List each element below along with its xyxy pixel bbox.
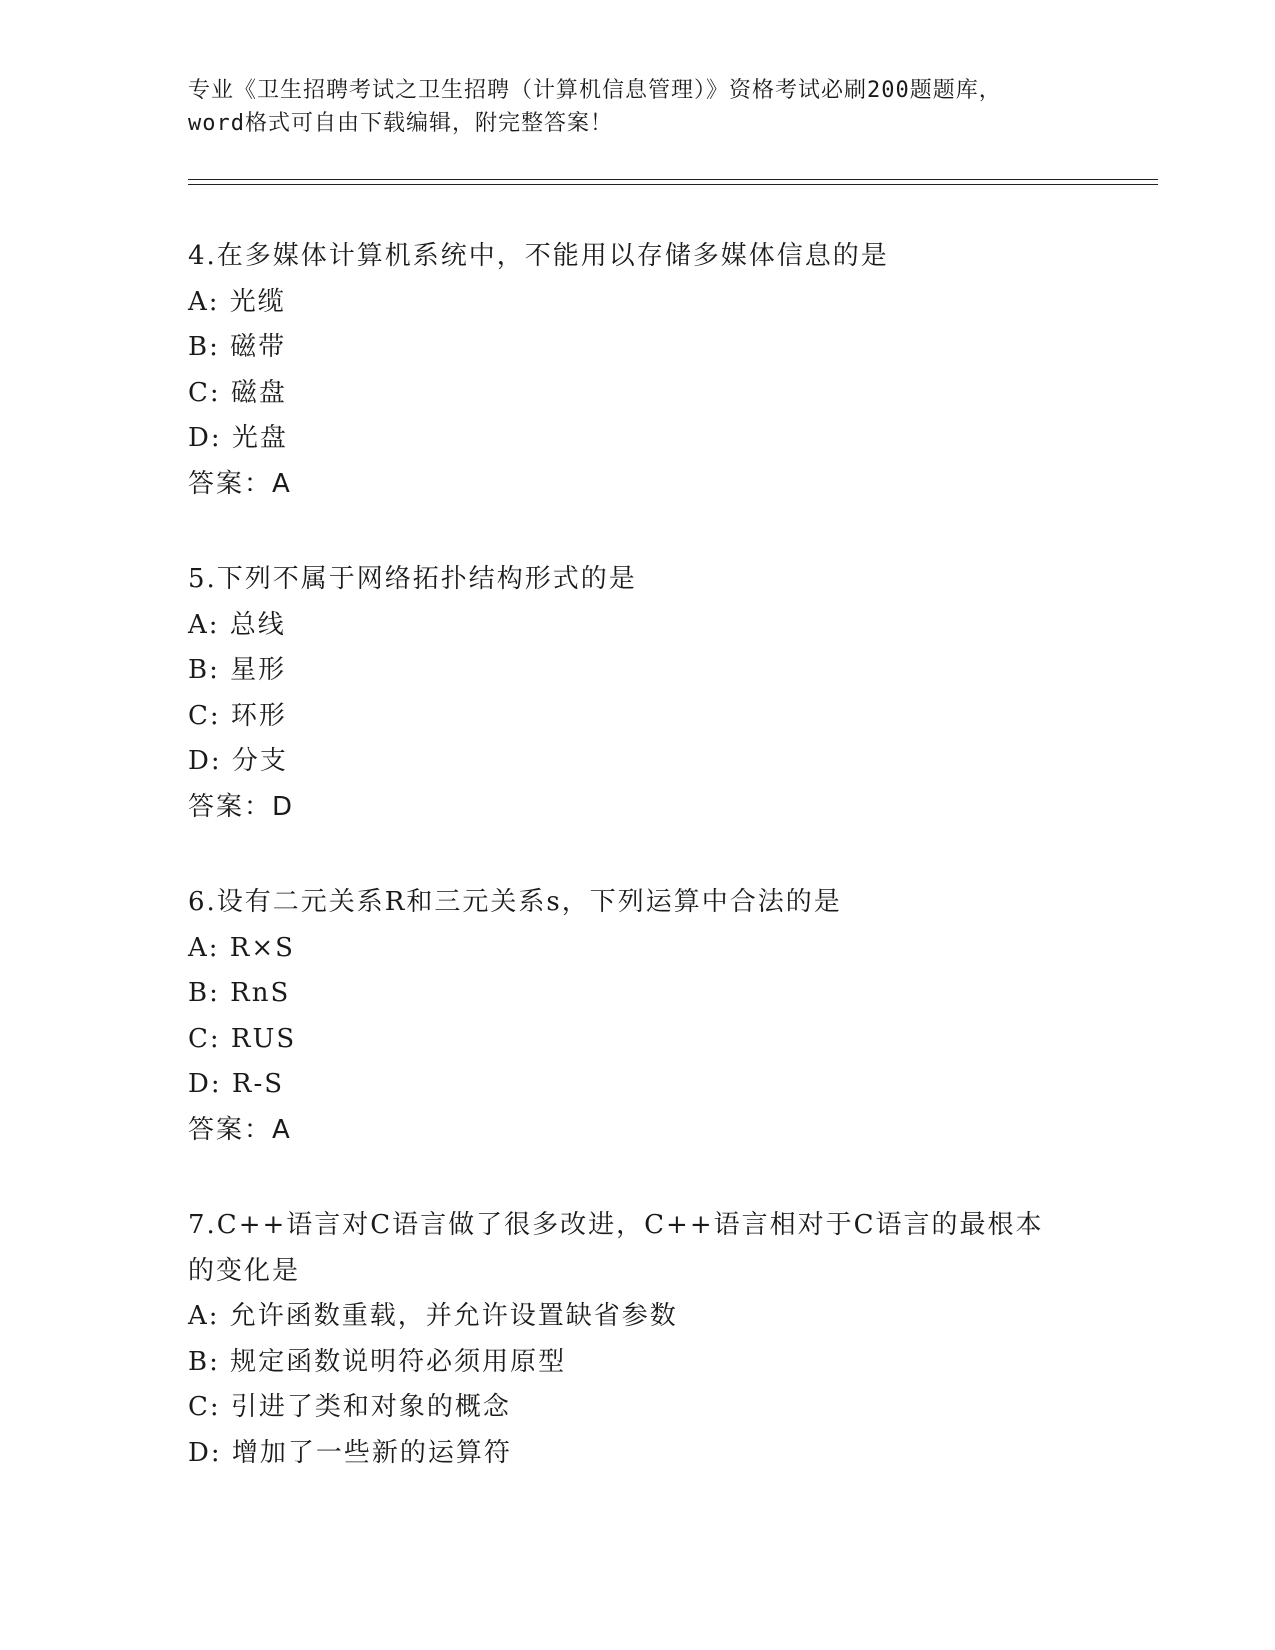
header-line-1: 专业《卫生招聘考试之卫生招聘（计算机信息管理）》资格考试必刷200题题库， <box>188 78 1002 103</box>
option-d: D: 分支 <box>188 746 288 776</box>
option-d: D: 光盘 <box>188 423 288 453</box>
header-divider-top <box>188 179 1158 180</box>
option-b: B: 规定函数说明符必须用原型 <box>188 1346 567 1377</box>
question-7 <box>188 1203 1148 1476</box>
question-stem: 7.C++语言对C语言做了很多改进，C++语言相对于C语言的最根本的变化是 <box>188 1210 1044 1286</box>
option-c: C: 环形 <box>188 700 287 731</box>
option-d: D: 增加了一些新的运算符 <box>188 1437 512 1468</box>
answer: 答案：A <box>188 1114 292 1145</box>
question-stem: 6.设有二元关系R和三元关系s，下列运算中合法的是 <box>188 887 842 917</box>
option-c: C: RUS <box>188 1023 297 1054</box>
option-a: A: 总线 <box>188 609 286 640</box>
question-stem: 4.在多媒体计算机系统中，不能用以存储多媒体信息的是 <box>188 241 889 271</box>
answer: 答案：A <box>188 468 292 499</box>
question-stem: 5.下列不属于网络拓扑结构形式的是 <box>188 564 637 594</box>
option-a: A: R×S <box>188 932 295 963</box>
option-c: C: 引进了类和对象的概念 <box>188 1392 511 1422</box>
option-b: B: 星形 <box>188 655 287 685</box>
header-line-2: word格式可自由下载编辑，附完整答案！ <box>188 111 613 136</box>
header-divider-bottom <box>188 184 1158 185</box>
question-list <box>188 234 1148 1526</box>
question-5 <box>188 557 1148 830</box>
option-a: A: 光缆 <box>188 286 286 317</box>
option-a: A: 允许函数重载，并允许设置缺省参数 <box>188 1301 678 1331</box>
option-b: B: 磁带 <box>188 332 287 362</box>
option-b: B: RnS <box>188 978 291 1008</box>
question-4 <box>188 234 1148 507</box>
option-c: C: 磁盘 <box>188 377 287 408</box>
answer: 答案：D <box>188 791 295 822</box>
document-header <box>188 74 1108 140</box>
option-d: D: R-S <box>188 1069 285 1099</box>
question-6 <box>188 880 1148 1153</box>
